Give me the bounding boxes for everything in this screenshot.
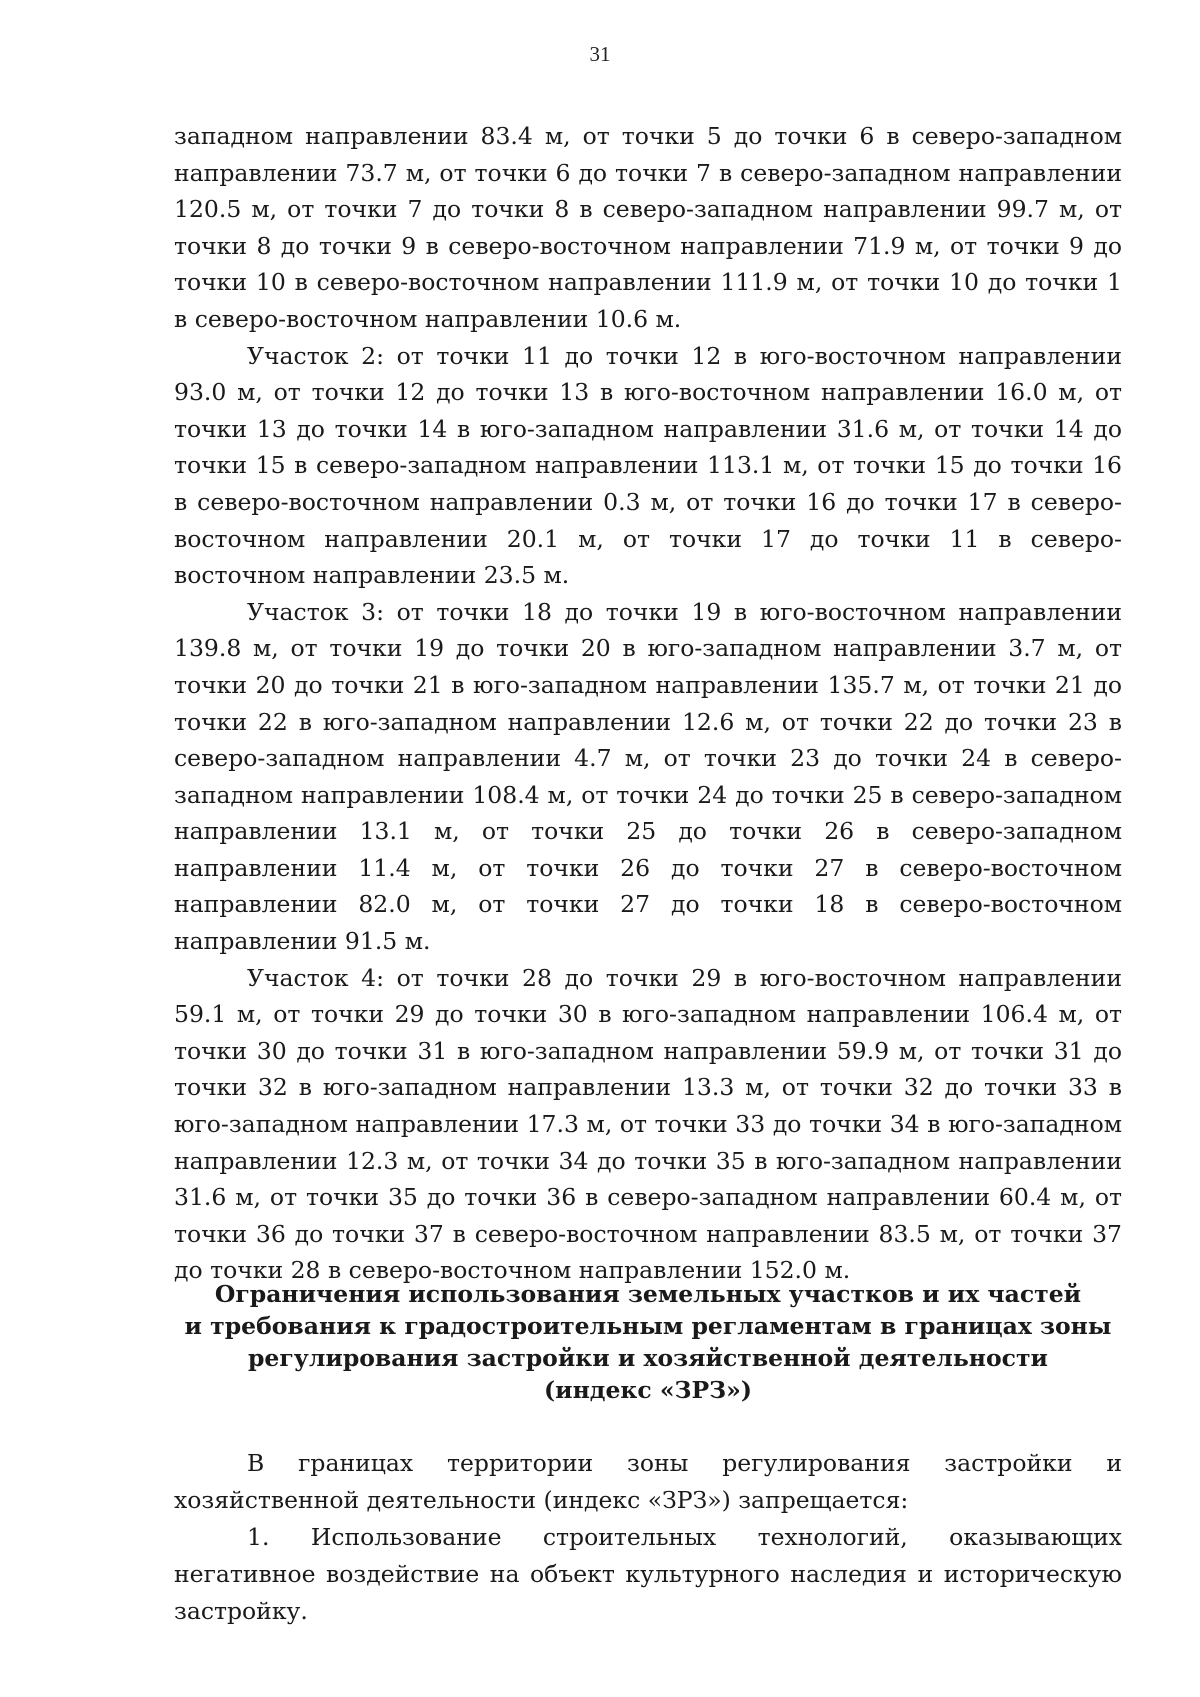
- section-intro-paragraph: В границах территории зоны регулирования застройки и хозяйственной деятельности (индекс «ЗРЗ») запрещается:: [174, 1449, 1122, 1514]
- heading-line: (индекс «ЗРЗ»): [544, 1376, 752, 1404]
- heading-line: и требования к градостроительным регламентам в границах зоны: [184, 1312, 1112, 1340]
- section-item-1: 1. Использование строительных технологий, оказывающих негативное воздействие на объект культурного наследия и историческую застройку.: [174, 1523, 1122, 1625]
- paragraph-plot-4: Участок 4: от точки 28 до точки 29 в юго-восточном направлении 59.1 м, от точки 29 до точки 30 в юго-западном направлении 106.4 м, от точки 30 до точки 31 в юго-западном направлении 59.9 м, от точки 31 до точки 32 в юго-западном направлении 13.3 м, от точки 32 до точки 33 в юго-западном направлении 17.3 м, от точки 33 до точки 34 в юго-западном направлении 12.3 м, от точки 34 до точки 35 в юго-западном направлении 31.6 м, от точки 35 до точки 36 в северо-западном направлении 60.4 м, от точки 36 до точки 37 в северо-восточном направлении 83.5 м, от точки 37 до точки 28 в северо-восточном направлении 152.0 м.: [174, 963, 1122, 1285]
- paragraph-continuation: западном направлении 83.4 м, от точки 5 до точки 6 в северо-западном направлении 73.7 м, от точки 6 до точки 7 в северо-западном направлении 120.5 м, от точки 7 до точки 8 в северо-западном направлении 99.7 м, от точки 8 до точки 9 в северо-восточном направлении 71.9 м, от точки 9 до точки 10 в северо-восточном направлении 111.9 м, от точки 10 до точки 1 в северо-восточном направлении 10.6 м.: [174, 122, 1122, 333]
- section-heading: [174, 1278, 1122, 1406]
- paragraph-plot-2: Участок 2: от точки 11 до точки 12 в юго-восточном направлении 93.0 м, от точки 12 до точки 13 в юго-восточном направлении 16.0 м, от точки 13 до точки 14 в юго-западном направлении 31.6 м, от точки 14 до точки 15 в северо-западном направлении 113.1 м, от точки 15 до точки 16 в северо-восточном направлении 0.3 м, от точки 16 до точки 17 в северо-восточном направлении 20.1 м, от точки 17 до точки 11 в северо-восточном направлении 23.5 м.: [174, 341, 1122, 590]
- heading-line: регулирования застройки и хозяйственной деятельности: [248, 1344, 1048, 1372]
- section-text: [174, 1445, 1122, 1630]
- paragraph-plot-3: Участок 3: от точки 18 до точки 19 в юго-восточном направлении 139.8 м, от точки 19 до точки 20 в юго-западном направлении 3.7 м, от точки 20 до точки 21 в юго-западном направлении 135.7 м, от точки 21 до точки 22 в юго-западном направлении 12.6 м, от точки 22 до точки 23 в северо-западном направлении 4.7 м, от точки 23 до точки 24 в северо-западном направлении 108.4 м, от точки 24 до точки 25 в северо-западном направлении 13.1 м, от точки 25 до точки 26 в северо-западном направлении 11.4 м, от точки 26 до точки 27 в северо-восточном направлении 82.0 м, от точки 27 до точки 18 в северо-восточном направлении 91.5 м.: [174, 597, 1122, 956]
- body-text: [174, 118, 1122, 1289]
- page-number: 31: [589, 42, 611, 66]
- heading-line: Ограничения использования земельных участков и их частей: [214, 1280, 1082, 1308]
